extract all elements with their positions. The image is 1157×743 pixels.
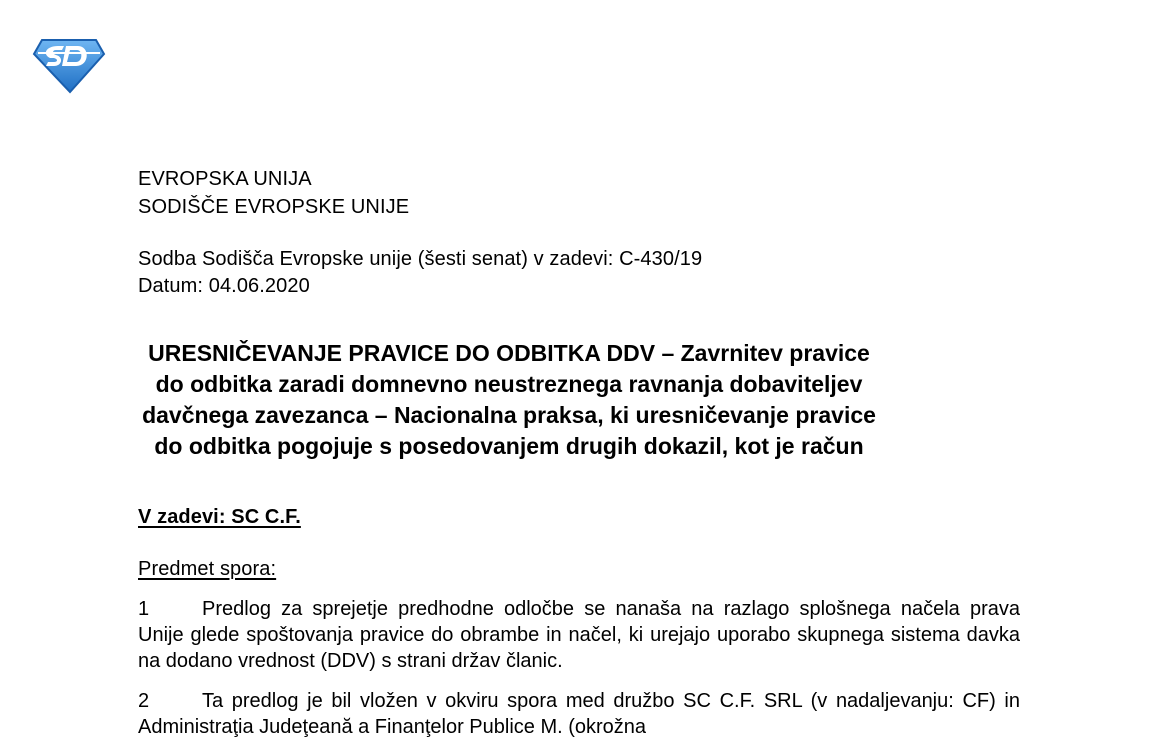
case-date: Datum: 04.06.2020 [138, 275, 310, 297]
header-line-eu: EVROPSKA UNIJA [138, 168, 312, 190]
subject-heading: Predmet spora: [138, 558, 277, 580]
title-line: do odbitka zaradi domnevno neustreznega ravnanja dobaviteljev [155, 371, 863, 397]
paragraph-1 [138, 596, 1020, 674]
paragraph-text: Ta predlog je bil vložen v okviru spora med družbo SC C.F. SRL (v nadaljevanju: CF) in Administraţia Judeţeană a Finanţelor Publice M. (okrožna [138, 690, 1020, 738]
header-line-court: SODIŠČE EVROPSKE UNIJE [138, 196, 410, 218]
title-line: do odbitka pogojuje s posedovanjem drugih dokazil, kot je račun [154, 433, 864, 459]
paragraph-2 [138, 688, 1020, 740]
paragraph-number: 2 [138, 690, 150, 712]
case-party-heading: V zadevi: SC C.F. [138, 506, 301, 528]
paragraph-text: Predlog za sprejetje predhodne odločbe se nanaša na razlago splošnega načela prava Unije glede spoštovanja pravice do obrambe in načel, ki urejajo uporabo skupnega sistema davka na dodano vrednost (DDV) s strani držav članic. [138, 598, 1020, 672]
case-reference: Sodba Sodišča Evropske unije (šesti senat) v zadevi: C-430/19 [138, 248, 703, 270]
title-line: URESNIČEVANJE PRAVICE DO ODBITKA DDV – Zavrnitev pravice [148, 340, 870, 366]
sd-shield-logo-icon [32, 36, 106, 94]
title-line: davčnega zavezanca – Nacionalna praksa, ki uresničevanje pravice [142, 402, 876, 428]
paragraph-number: 1 [138, 598, 150, 620]
document-title [138, 338, 880, 462]
